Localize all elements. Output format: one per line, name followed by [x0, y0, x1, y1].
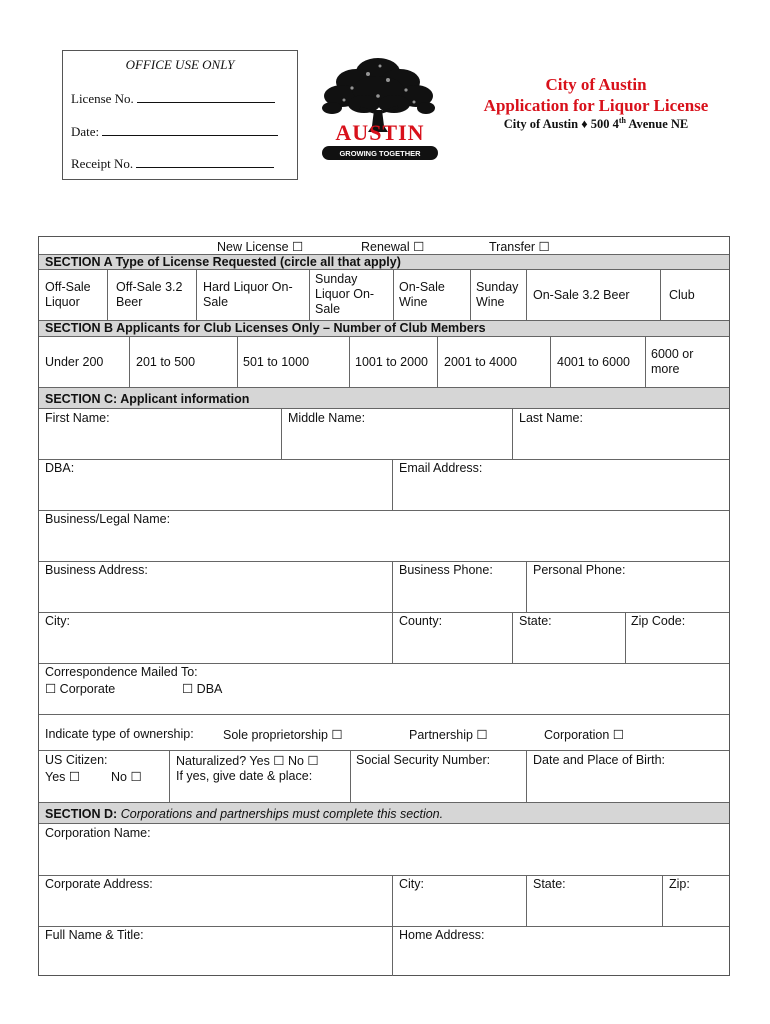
logo-tagline: GROWING TOGETHER: [339, 149, 421, 158]
option-hard-liquor-on-sale[interactable]: Hard Liquor On-Sale: [203, 280, 293, 309]
city-address: [458, 116, 734, 132]
dob-label: Date and Place of Birth:: [533, 753, 666, 767]
option-on-sale-wine[interactable]: On-Sale Wine: [399, 280, 445, 309]
section-d-header: [39, 802, 729, 824]
ownership-label: Indicate type of ownership:: [45, 727, 194, 741]
ssn-label: Social Security Number:: [356, 753, 491, 767]
email-label: Email Address:: [399, 461, 483, 475]
receipt-no-field[interactable]: [136, 157, 274, 168]
tree-icon: [318, 52, 442, 164]
members-under-200[interactable]: Under 200: [45, 355, 104, 369]
citizen-yes-checkbox[interactable]: Yes ☐: [45, 770, 81, 784]
naturalized-checkbox[interactable]: Naturalized? Yes ☐ No ☐: [176, 754, 319, 768]
corporation-checkbox[interactable]: Corporation ☐: [544, 728, 624, 742]
date-label: Date:: [71, 124, 100, 139]
correspondence-label: Correspondence Mailed To:: [45, 665, 198, 679]
renewal-checkbox[interactable]: Renewal ☐: [361, 240, 425, 254]
logo-word: AUSTIN: [335, 120, 425, 145]
corporation-name-label: Corporation Name:: [45, 826, 151, 840]
option-sunday-liquor-on-sale[interactable]: Sunday Liquor On-Sale: [315, 272, 375, 316]
members-6000-more[interactable]: 6000 or more: [651, 347, 694, 376]
date-field[interactable]: [102, 125, 278, 136]
members-1001-2000[interactable]: 1001 to 2000: [355, 355, 428, 369]
option-off-sale-beer[interactable]: Off-Sale 3.2 Beer: [116, 280, 183, 309]
middle-name-label: Middle Name:: [288, 411, 366, 425]
members-201-500[interactable]: 201 to 500: [136, 355, 196, 369]
city-label: City:: [45, 614, 70, 628]
corr-corporate-checkbox[interactable]: ☐ Corporate: [45, 682, 116, 696]
section-a-header: SECTION A Type of License Requested (circle all that apply): [39, 254, 729, 270]
corp-state-label: State:: [533, 877, 566, 891]
section-d-title: SECTION D:: [45, 807, 118, 821]
license-no-row: [71, 91, 275, 107]
section-b-header: SECTION B Applicants for Club Licenses Only – Number of Club Members: [39, 320, 729, 337]
members-4001-6000[interactable]: 4001 to 6000: [557, 355, 630, 369]
members-2001-4000[interactable]: 2001 to 4000: [444, 355, 517, 369]
option-club[interactable]: Club: [669, 288, 695, 302]
section-c-header: SECTION C: Applicant information: [39, 387, 729, 409]
section-d-note: Corporations and partnerships must complete this section.: [120, 807, 444, 821]
address-pre: City of Austin ♦ 500 4: [503, 117, 619, 132]
transfer-checkbox[interactable]: Transfer ☐: [489, 240, 550, 254]
new-license-checkbox[interactable]: New License ☐: [217, 240, 304, 254]
option-on-sale-beer[interactable]: On-Sale 3.2 Beer: [533, 288, 630, 302]
option-off-sale-liquor[interactable]: Off-Sale Liquor: [45, 280, 91, 309]
state-label: State:: [519, 614, 552, 628]
receipt-no-label: Receipt No.: [71, 156, 134, 171]
license-no-label: License No.: [71, 91, 134, 106]
address-sup: th: [618, 116, 626, 125]
us-citizen-label: US Citizen:: [45, 753, 108, 767]
county-label: County:: [399, 614, 443, 628]
receipt-no-row: [71, 156, 274, 172]
personal-phone-label: Personal Phone:: [533, 563, 626, 577]
zip-code-label: Zip Code:: [631, 614, 686, 628]
members-501-1000[interactable]: 501 to 1000: [243, 355, 310, 369]
form-title-line2: Application for Liquor License: [483, 96, 709, 115]
corporate-address-label: Corporate Address:: [45, 877, 153, 891]
form-title: [458, 74, 734, 116]
business-address-label: Business Address:: [45, 563, 148, 577]
sole-proprietorship-checkbox[interactable]: Sole proprietorship ☐: [223, 728, 343, 742]
austin-logo: [318, 52, 442, 164]
naturalized-detail-label: If yes, give date & place:: [176, 769, 313, 783]
office-use-title: OFFICE USE ONLY: [125, 57, 235, 72]
last-name-label: Last Name:: [519, 411, 583, 425]
office-use-box: [62, 50, 298, 180]
license-no-field[interactable]: [137, 92, 275, 103]
date-row: [71, 124, 278, 140]
option-sunday-wine[interactable]: Sunday Wine: [476, 280, 519, 309]
corr-dba-checkbox[interactable]: ☐ DBA: [182, 682, 223, 696]
form-title-line1: City of Austin: [545, 75, 647, 94]
business-legal-name-label: Business/Legal Name:: [45, 512, 171, 526]
corp-city-label: City:: [399, 877, 424, 891]
business-phone-label: Business Phone:: [399, 563, 493, 577]
citizen-no-checkbox[interactable]: No ☐: [111, 770, 142, 784]
first-name-label: First Name:: [45, 411, 110, 425]
partnership-checkbox[interactable]: Partnership ☐: [409, 728, 488, 742]
home-address-label: Home Address:: [399, 928, 485, 942]
corp-zip-label: Zip:: [669, 877, 690, 891]
application-form: [38, 236, 730, 976]
dba-label: DBA:: [45, 461, 75, 475]
full-name-title-label: Full Name & Title:: [45, 928, 144, 942]
address-post: Avenue NE: [625, 117, 689, 132]
